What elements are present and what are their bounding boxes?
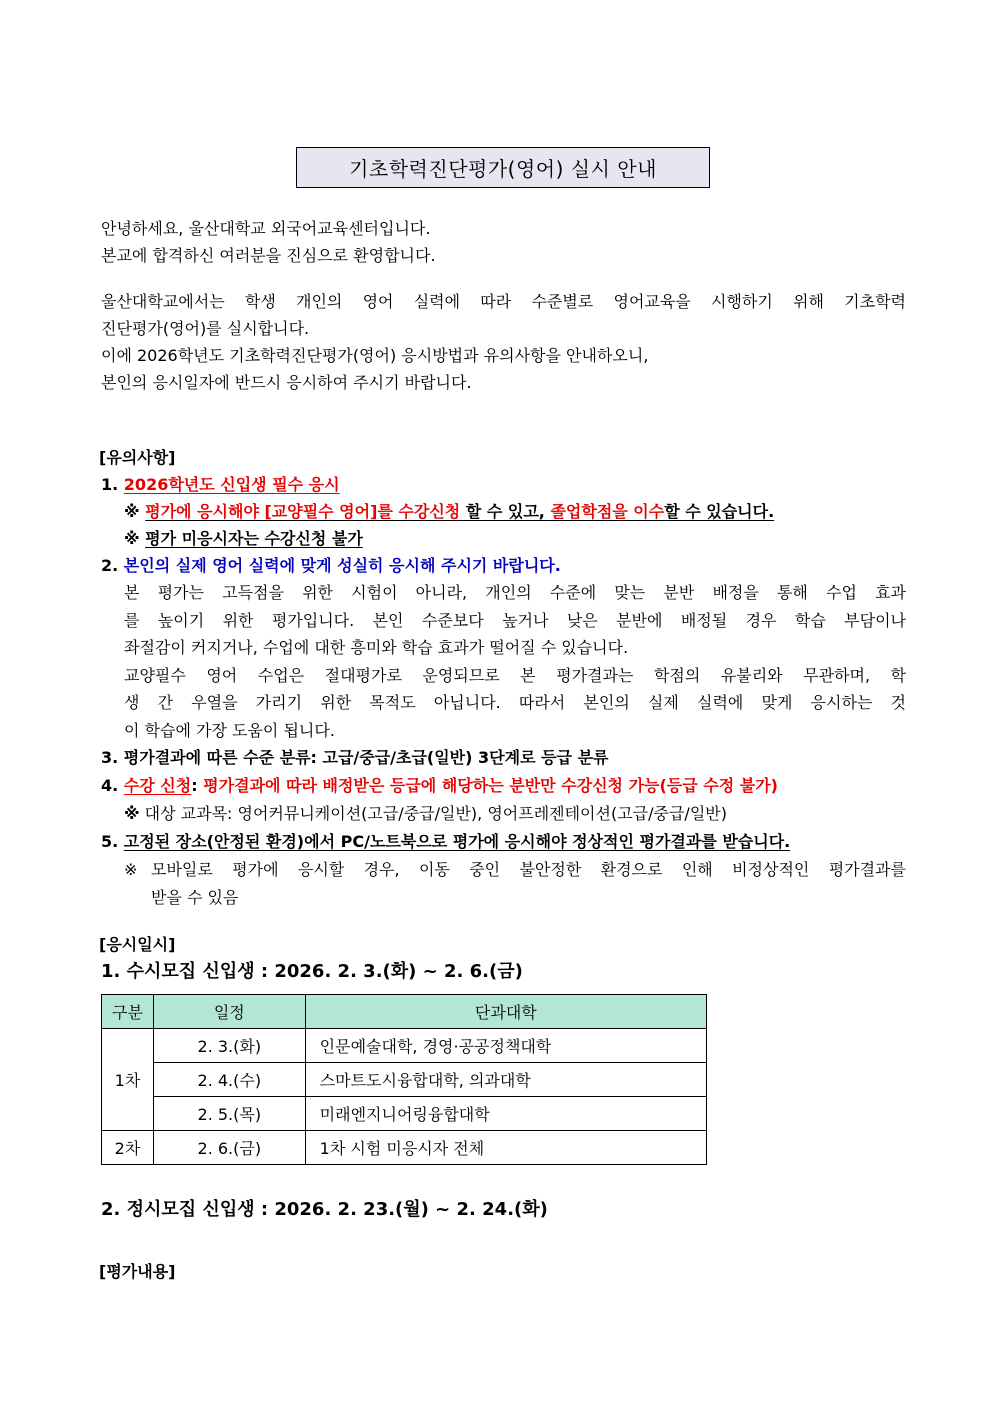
note-4-sub-text: 대상 교과목: 영어커뮤니케이션(고급/중급/일반), 영어프레젠테이션(고급/중급/일반) xyxy=(144,804,727,823)
note-2-text: 본인의 실제 영어 실력에 맞게 성실히 응시해 주시기 바랍니다. xyxy=(123,556,561,575)
row-college: 스마트도시융합대학, 의과대학 xyxy=(305,1063,706,1097)
note-3-text: 평가결과에 따른 수준 분류: 고급/중급/초급(일반) 3단계로 등급 분류 xyxy=(123,748,609,767)
note-2-number: 2. xyxy=(101,556,119,575)
note-2-para-line-6: 이 학습에 가장 도움이 됩니다. xyxy=(124,721,335,740)
note-5 xyxy=(101,828,790,855)
greeting-line-2: 본교에 합격하신 여러분을 진심으로 환영합니다. xyxy=(101,246,436,265)
note-1-sub-1-d: 할 수 있습니다. xyxy=(664,502,775,521)
note-5-text: 고정된 장소(안정된 환경)에서 PC/노트북으로 평가에 응시해야 정상적인 평가결과를 받습니다. xyxy=(123,832,791,851)
table-row xyxy=(102,1063,707,1097)
note-4-number: 4. xyxy=(101,776,119,795)
note-1 xyxy=(101,471,340,498)
note-5-number: 5. xyxy=(101,832,119,851)
note-4 xyxy=(101,772,778,799)
note-1-sub-1-b: 할 수 있고, xyxy=(460,502,551,521)
row-date: 2. 3.(화) xyxy=(153,1029,305,1063)
note-1-sub-1-a: 평가에 응시해야 [교양필수 영어]를 수강신청 xyxy=(145,502,461,521)
row-college: 인문예술대학, 경영·공공정책대학 xyxy=(305,1029,706,1063)
note-2-para-line-3: 좌절감이 커지거나, 수업에 대한 흥미와 학습 효과가 떨어질 수 있습니다. xyxy=(124,638,629,657)
schedule-heading: [응시일시] xyxy=(99,935,176,954)
note-1-sub-1-c: 졸업학점을 이수 xyxy=(550,502,665,521)
round-1-label: 1차 xyxy=(102,1029,154,1131)
note-4-colon: : xyxy=(191,776,204,795)
reference-mark: ※ xyxy=(124,502,140,521)
note-2-para-line-1: 본 평가는 고득점을 위한 시험이 아니라, 개인의 수준에 맞는 분반 배정을 통해 수업 효과 xyxy=(124,583,906,602)
early-admission-title: 1. 수시모집 신입생 : 2026. 2. 3.(화) ~ 2. 6.(금) xyxy=(101,961,523,982)
row-date: 2. 6.(금) xyxy=(153,1131,305,1165)
greeting-line-1: 안녕하세요, 울산대학교 외국어교육센터입니다. xyxy=(101,219,431,238)
note-4-label: 수강 신청 xyxy=(123,776,192,795)
schedule-table xyxy=(101,994,707,1165)
round-2-label: 2차 xyxy=(102,1131,154,1165)
note-1-text: 2026학년도 신입생 필수 응시 xyxy=(123,475,340,494)
intro-line-3: 이에 2026학년도 기초학력진단평가(영어) 응시방법과 유의사항을 안내하오니, xyxy=(101,346,649,365)
note-1-sub-2-text: 평가 미응시자는 수강신청 불가 xyxy=(145,529,363,548)
notes-heading: [유의사항] xyxy=(99,448,176,467)
table-row xyxy=(102,1097,707,1131)
note-2-para-line-4: 교양필수 영어 수업은 절대평가로 운영되므로 본 평가결과는 학점의 유불리와 무관하며, 학 xyxy=(124,666,906,685)
intro-line-1: 울산대학교에서는 학생 개인의 영어 실력에 따라 수준별로 영어교육을 시행하기 위해 기초학력 xyxy=(101,292,906,311)
table-row xyxy=(102,1029,707,1063)
intro-line-2: 진단평가(영어)를 실시합니다. xyxy=(101,319,310,338)
reference-mark: ※ xyxy=(124,529,140,548)
note-1-sub-2 xyxy=(124,525,363,552)
note-4-text: 평가결과에 따라 배정받은 등급에 해당하는 분반만 수강신청 가능(등급 수정 불가) xyxy=(203,776,778,795)
note-4-sub xyxy=(124,800,727,827)
note-5-sub-mark: ※ xyxy=(124,860,138,879)
document-title-text: 기초학력진단평가(영어) 실시 안내 xyxy=(349,157,657,181)
reference-mark: ※ xyxy=(124,804,140,823)
table-row xyxy=(102,1131,707,1165)
intro-line-4: 본인의 응시일자에 반드시 응시하여 주시기 바랍니다. xyxy=(101,373,472,392)
note-1-sub-1 xyxy=(124,498,774,525)
document-title xyxy=(296,147,710,188)
content-heading: [평가내용] xyxy=(99,1262,176,1281)
note-3 xyxy=(101,744,609,771)
note-2 xyxy=(101,552,561,579)
row-college: 미래엔지니어링융합대학 xyxy=(305,1097,706,1131)
note-2-para-line-5: 생 간 우열을 가리기 위한 목적도 아닙니다. 따라서 본인의 실제 실력에 맞게 응시하는 것 xyxy=(124,693,906,712)
row-date: 2. 5.(목) xyxy=(153,1097,305,1131)
note-5-sub-line-1: 모바일로 평가에 응시할 경우, 이동 중인 불안정한 환경으로 인해 비정상적인 평가결과를 xyxy=(151,860,906,879)
regular-admission-title: 2. 정시모집 신입생 : 2026. 2. 23.(월) ~ 2. 24.(화) xyxy=(101,1199,548,1220)
row-date: 2. 4.(수) xyxy=(153,1063,305,1097)
note-5-sub-line-2: 받을 수 있음 xyxy=(151,888,239,907)
note-1-number: 1. xyxy=(101,475,119,494)
row-college: 1차 시험 미응시자 전체 xyxy=(305,1131,706,1165)
header-round: 구분 xyxy=(102,995,154,1029)
table-header-row xyxy=(102,995,707,1029)
note-3-number: 3. xyxy=(101,748,119,767)
header-college: 단과대학 xyxy=(305,995,706,1029)
note-2-para-line-2: 를 높이기 위한 평가입니다. 본인 수준보다 높거나 낮은 분반에 배정될 경우 학습 부담이나 xyxy=(124,611,906,630)
header-date: 일정 xyxy=(153,995,305,1029)
